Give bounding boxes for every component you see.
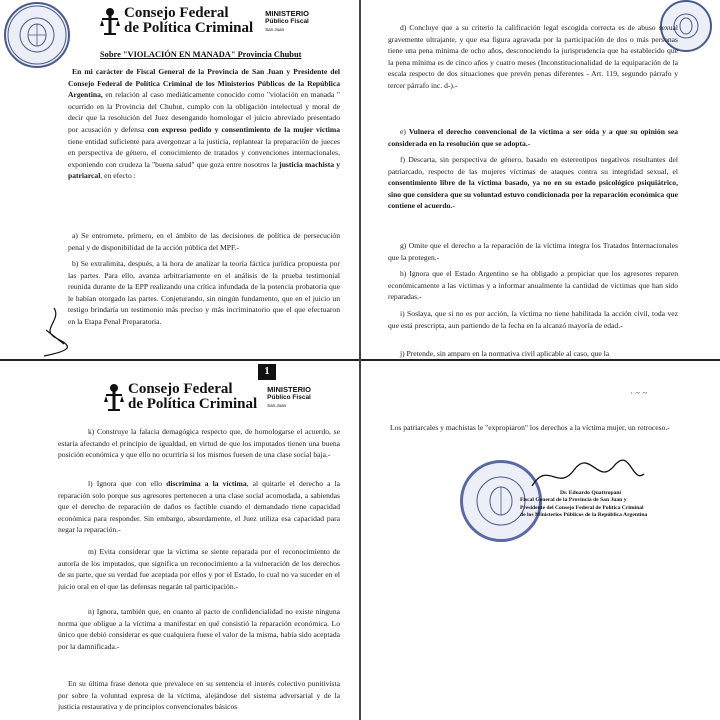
document-page-3 <box>0 360 360 720</box>
scales-logo-icon <box>100 6 120 36</box>
page-number-box <box>258 364 276 380</box>
item-d: d) Concluye que a su criterio la calificación legal escogida correcta es de abuso sexual gravemente ultrajante, y que esa figura agravada por la participación de dos o más personas tiene una pena mínima de ocho años, desconociendo la jurisprudencia que ha establecido que la pena mínima es de cinco años y cuatro meses (Inconstitucionalidad de la equiparación de la escala respecto de dos situaciones que prevén penas diferentes - Art. 119, segundo párrafo y tercer párrafo inc. d-).- <box>388 23 678 90</box>
item-e: e) Vulnera el derecho convencional de la víctima a ser oída y a que su opinión sea considerada en la resolución que se adopta.- <box>388 127 678 148</box>
item-m: m) Evita considerar que la víctima se siente reparada por el reconocimiento de autoría de los imputados, que significa un reconocimiento a la vulneración de los derechos de su parte, que su verdad fue aceptada por ellos y por el Estado, lo cual no va suceder en el juicio oral en el que las defensas negarán tal participación.- <box>58 547 340 591</box>
closing-paragraph: Los patriarcales y machistas le "expropiaron" los derechos a la víctima mujer, un retroceso.- <box>390 423 670 432</box>
intro-paragraph: En mi carácter de Fiscal General de la Provincia de San Juan y Presidente del Consejo Federal de Política Criminal de los Ministerios Públicos de la República Argentina, en relación al caso mediáticamente conocido como "violación en manada " ocurrido en la Provincia del Chubut, cumplo con la obligación intelectual y moral de decir que la resolución del Juez desengando homologar el juicio abreviado presentado por acusación y defensa con expreso pedido y consentimiento de la mujer víctima tiene entidad suficiente para avergonzar a la justicia, replantear la preparación de jueces en perspectiva de género, el conocimiento de tratados y convenciones internacionales, exponiendo con crudeza la "buena salud" que goza entre nosotros la justicia machista y patriarcal, en efecto : <box>68 67 340 181</box>
signatory-title-2: Presidente del Consejo Federal de Política Criminal <box>520 504 644 511</box>
item-j: j) Pretende, sin amparo en la normativa civil aplicable al caso, que la <box>400 349 610 358</box>
signatory-title-3: de los Ministerios Públicos de la República Argentina <box>520 512 648 519</box>
signatory-title-1: Fiscal General de la Provincia de San Juan y <box>520 497 627 504</box>
ministry-place-label: San Juan <box>265 27 285 32</box>
org-name-line1: Consejo Federal <box>124 5 229 21</box>
signatory-name: Dr. Eduardo Quattropani <box>560 490 622 496</box>
header-logo <box>100 6 309 36</box>
item-b: b) Se extralimita, después, a la hora de analizar la teoría fáctica jurídica propuesta por las partes. Para ello, avanza arbitrariamente en el análisis de la prueba testimonial reunida durante de la EPP realizando una crítica infundada de la potencia probatoria que le habían otorgado las partes. Conjeturando, sin ningún fundamento, que en el juicio un testigo brindaría un testimonio más preciso y más incriminatorio que el que efectuaron en la Etapa Penal Preparatoria. <box>68 259 340 326</box>
item-f: f) Descarta, sin perspectiva de género, basado en estereotipos negativos resultantes del patriarcado, respecto de las mujeres víctimas de ataques contra su integridad sexual, el consentimiento libre de la víctima basado, ya no en su estado psicológico psiquiátrico, sino que considera que su voluntad estuvo condicionada por la reparación económica que contiene el acuerdo.- <box>388 155 678 211</box>
ministry-sub-label: Público Fiscal <box>267 394 311 401</box>
document-page-4 <box>360 360 720 720</box>
ministry-label: MINISTERIO <box>267 385 311 394</box>
document-page-1 <box>0 0 360 360</box>
fiscalia-seal <box>4 2 70 68</box>
ministry-place-label: San Juan <box>267 403 287 408</box>
item-k: k) Construye la falacia demagógica respecto que, de homologarse el acuerdo, se estaría afectando el principio de igualdad, en virtud de que los imputados tienen una buena posición económica y que ello no ocurriría si los mismos fuesen de una clase social baja.- <box>58 427 340 460</box>
item-a: a) Se entromete, primero, en el ámbito de las decisiones de política de persecución penal y de disponibilidad de la acción pública del MPF.- <box>68 231 340 252</box>
item-l: l) Ignora que con ello discrimina a la víctima, al quitarle el derecho a la reparación solo porque sus agresores pertenecen a una clase social acomodada, a sabiendas que el derecho de reparación de daños es factible cuando el demandado tiene capacidad económica para responder. Sin embargo, absurdamente, el Juez utiliza esa capacidad para negar la reparación.- <box>58 479 340 535</box>
document-title: Sobre "VIOLACIÓN EN MANADA" Provincia Chubut <box>100 50 302 59</box>
org-name-line1: Consejo Federal <box>128 381 233 397</box>
page-divider-vertical <box>359 0 361 720</box>
final-paragraph: En su última frase denota que prevalece en su sentencia el interés colectivo punitivista por sobre la voluntad expresa de la víctima, alejándose del sistema adversarial y de la justicia restaurativa y de principios convencionales básicos <box>58 679 340 712</box>
item-h: h) Ignora que el Estado Argentino se ha obligado a propiciar que los agresores reparen económicamente a las víctimas y a informar anualmente la cantidad de víctimas que han sido reparadas.- <box>388 269 678 302</box>
page-number: 1 <box>264 366 270 377</box>
signatory-block <box>520 490 720 520</box>
org-name-line2: de Política Criminal <box>128 396 258 412</box>
scales-logo-icon <box>104 382 124 412</box>
header-logo <box>104 382 311 412</box>
intro-author: En mi carácter de Fiscal General de la Provincia de San Juan y Presidente del Consejo Federal de Política Criminal de los Ministerios Públicos de la República Argentina, <box>68 67 340 100</box>
item-n: n) Ignora, también que, en cuanto al pacto de confidencialidad no existe ninguna norma que obligue a la víctima a manifestar en qué consistió la reparación económica. Lo único que debió considerar es que cualquiera fuese el valor de la misma, había sido aceptada por la damnificada.- <box>58 607 340 651</box>
seal-emblem-icon <box>6 4 68 66</box>
item-g: g) Omite que el derecho a la reparación de la víctima integra los Tratados Internacionales que la protegen.- <box>388 241 678 262</box>
item-i: i) Soslaya, que si no es por acción, la víctima no tiene habilitada la acción civil, toda vez que está prescripta, aun partiendo de la fecha en la alcanzó mayoría de edad.- <box>388 309 678 330</box>
ministry-label: MINISTERIO <box>265 9 309 18</box>
document-page-2 <box>360 0 720 360</box>
org-name-line2: de Política Criminal <box>124 20 254 36</box>
scan-marks: · ~ ~ <box>630 388 648 398</box>
ministry-sub-label: Público Fiscal <box>265 18 309 25</box>
margin-signature <box>34 300 94 360</box>
